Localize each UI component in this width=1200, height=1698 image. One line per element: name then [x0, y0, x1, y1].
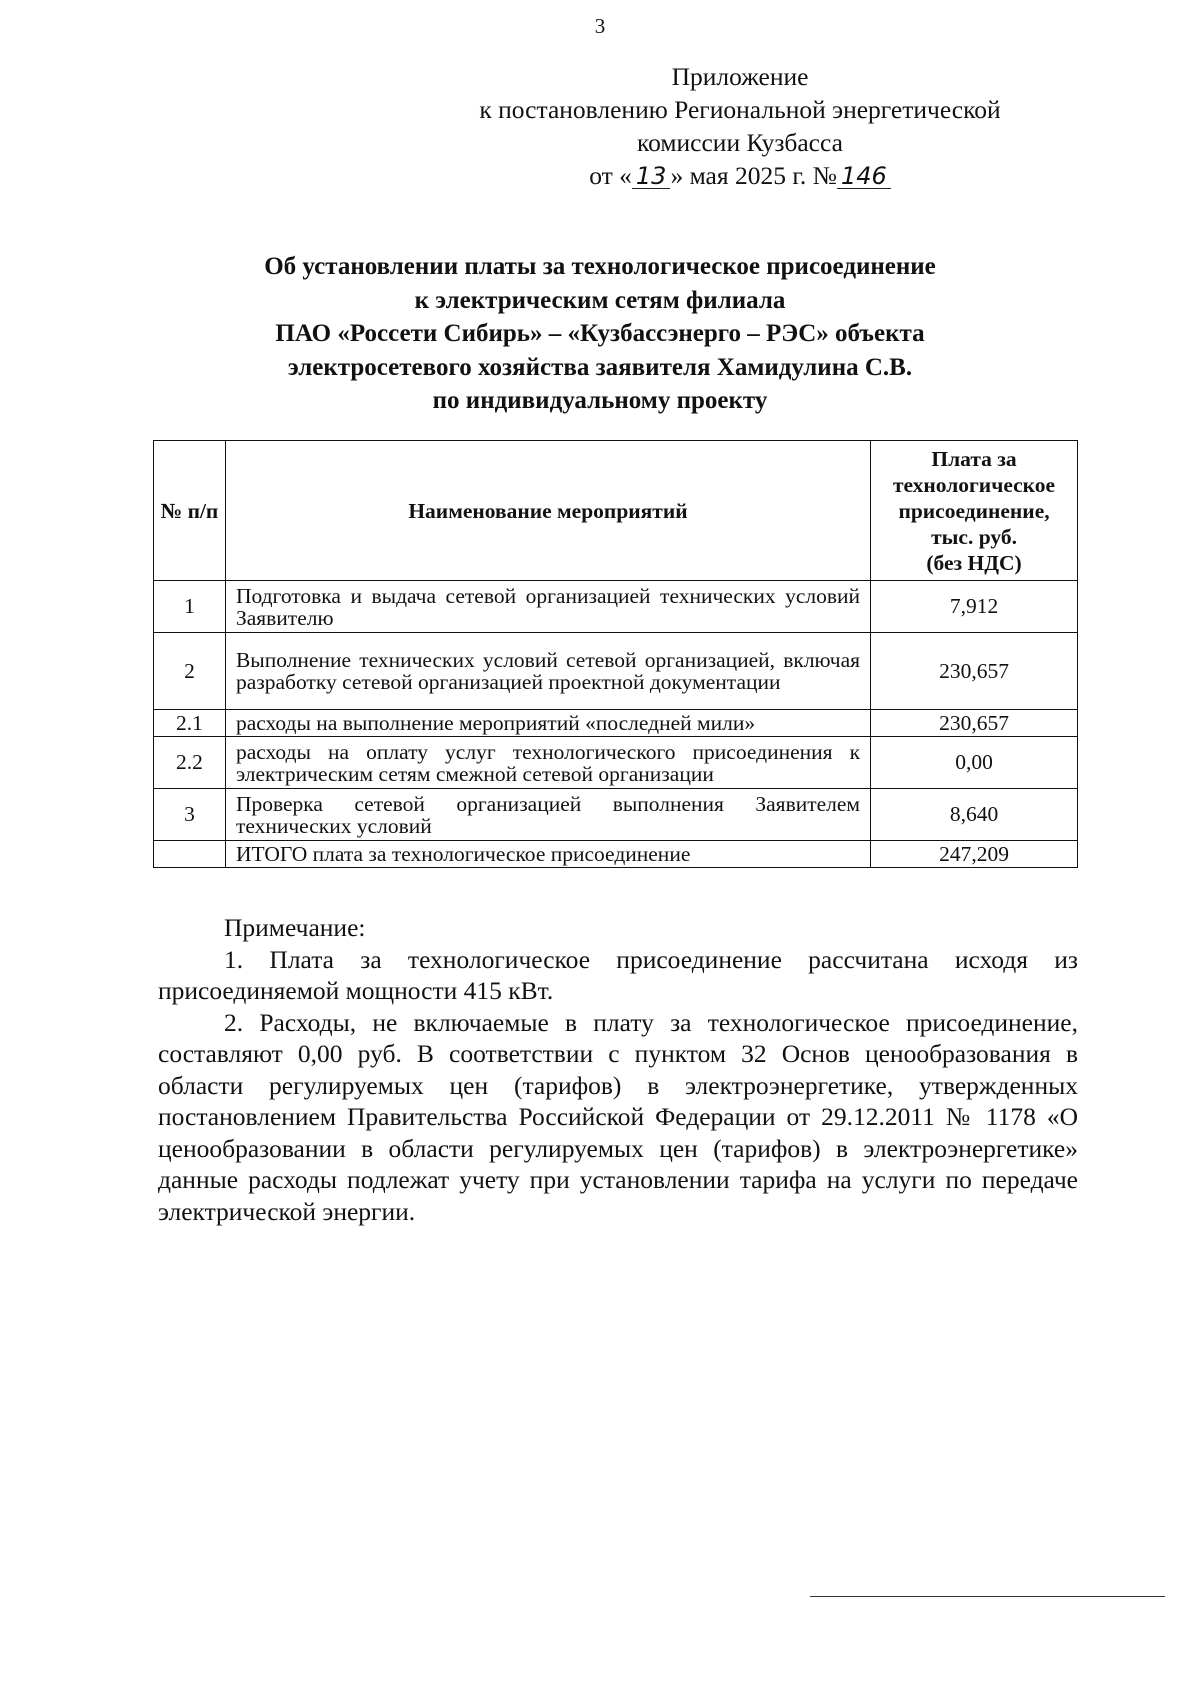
row-num: 1: [154, 581, 226, 633]
date-prefix: от «: [589, 161, 632, 190]
note-item-2: 2. Расходы, не включаемые в плату за технологическое присоединение, составляют 0,00 руб. В соответствии с пунктом 32 Основ ценообразования в области регулируемых цен (тарифов) в электроэнергетике, утвержденных постановлением Правительства Российской Федерации от 29.12.2011 № 1178 «О ценообразовании в области регулируемых цен (тарифов) в электроэнергетике» данные расходы подлежат учету при установлении тарифа на услуги по передаче электрической энергии.: [158, 1007, 1078, 1226]
header-fee-line3: присоединение,: [898, 498, 1050, 523]
table-row: [154, 581, 1078, 633]
header-fee: [871, 441, 1078, 581]
table-row: [154, 633, 1078, 710]
title-line-5: по индивидуальному проекту: [432, 387, 768, 414]
row-name: Подготовка и выдача сетевой организацией технических условий Заявителю: [225, 581, 870, 633]
row-value: 7,912: [871, 581, 1078, 633]
fee-table: [153, 440, 1078, 868]
title-line-3: ПАО «Россети Сибирь» – «Кузбассэнерго – РЭС» объекта: [275, 320, 925, 347]
table-row: [154, 710, 1078, 737]
notes-section: [158, 912, 1078, 1227]
row-value: 0,00: [871, 737, 1078, 789]
row-value: 230,657: [871, 633, 1078, 710]
row-name: ИТОГО плата за технологическое присоединение: [225, 841, 870, 868]
title-line-2: к электрическим сетям филиала: [414, 286, 786, 314]
row-num: 2.1: [154, 710, 226, 737]
title-line-1: Об установлении платы за технологическое присоединение: [264, 253, 936, 280]
footer-rule: [810, 1596, 1165, 1597]
row-name: Выполнение технических условий сетевой организацией, включая разработку сетевой организацией проектной документации: [225, 633, 870, 710]
table-header-row: [154, 441, 1078, 581]
table-total-row: [154, 841, 1078, 868]
title-line-4: электросетевого хозяйства заявителя Хамидулина С.В.: [287, 353, 913, 381]
header-fee-line5: (без НДС): [926, 550, 1022, 575]
header-name: Наименование мероприятий: [225, 441, 870, 581]
row-value: 8,640: [871, 789, 1078, 841]
notes-heading: Примечание:: [224, 913, 366, 942]
row-value: 247,209: [871, 841, 1078, 868]
handwritten-number: 146: [837, 164, 891, 189]
appendix-date-line: [420, 159, 1060, 192]
row-name: расходы на оплату услуг технологического присоединения к электрическим сетям смежной сетевой организации: [225, 737, 870, 789]
table-row: [154, 737, 1078, 789]
header-fee-line4: тыс. руб.: [931, 524, 1017, 549]
document-title: [150, 250, 1050, 418]
header-fee-line1: Плата за: [931, 446, 1017, 471]
row-num: 2: [154, 633, 226, 710]
row-num: 2.2: [154, 737, 226, 789]
row-num: 3: [154, 789, 226, 841]
row-num: [154, 841, 226, 868]
appendix-label: Приложение: [671, 62, 809, 91]
table-row: [154, 789, 1078, 841]
row-value: 230,657: [871, 710, 1078, 737]
appendix-resolution-line: к постановлению Региональной энергетической: [479, 95, 1001, 124]
page-number: 3: [594, 14, 606, 38]
row-name: Проверка сетевой организацией выполнения Заявителем технических условий: [225, 789, 870, 841]
row-name: расходы на выполнение мероприятий «последней мили»: [225, 710, 870, 737]
appendix-commission-line: комиссии Кузбасса: [637, 128, 843, 157]
appendix-header: [420, 60, 1060, 192]
handwritten-day: 13: [632, 164, 671, 189]
header-fee-line2: технологическое: [892, 472, 1056, 497]
date-middle: » мая 2025 г. №: [670, 161, 837, 190]
note-item-1: 1. Плата за технологическое присоединение рассчитана исходя из присоединяемой мощности 415 кВт.: [158, 944, 1078, 1005]
header-num: № п/п: [154, 441, 226, 581]
